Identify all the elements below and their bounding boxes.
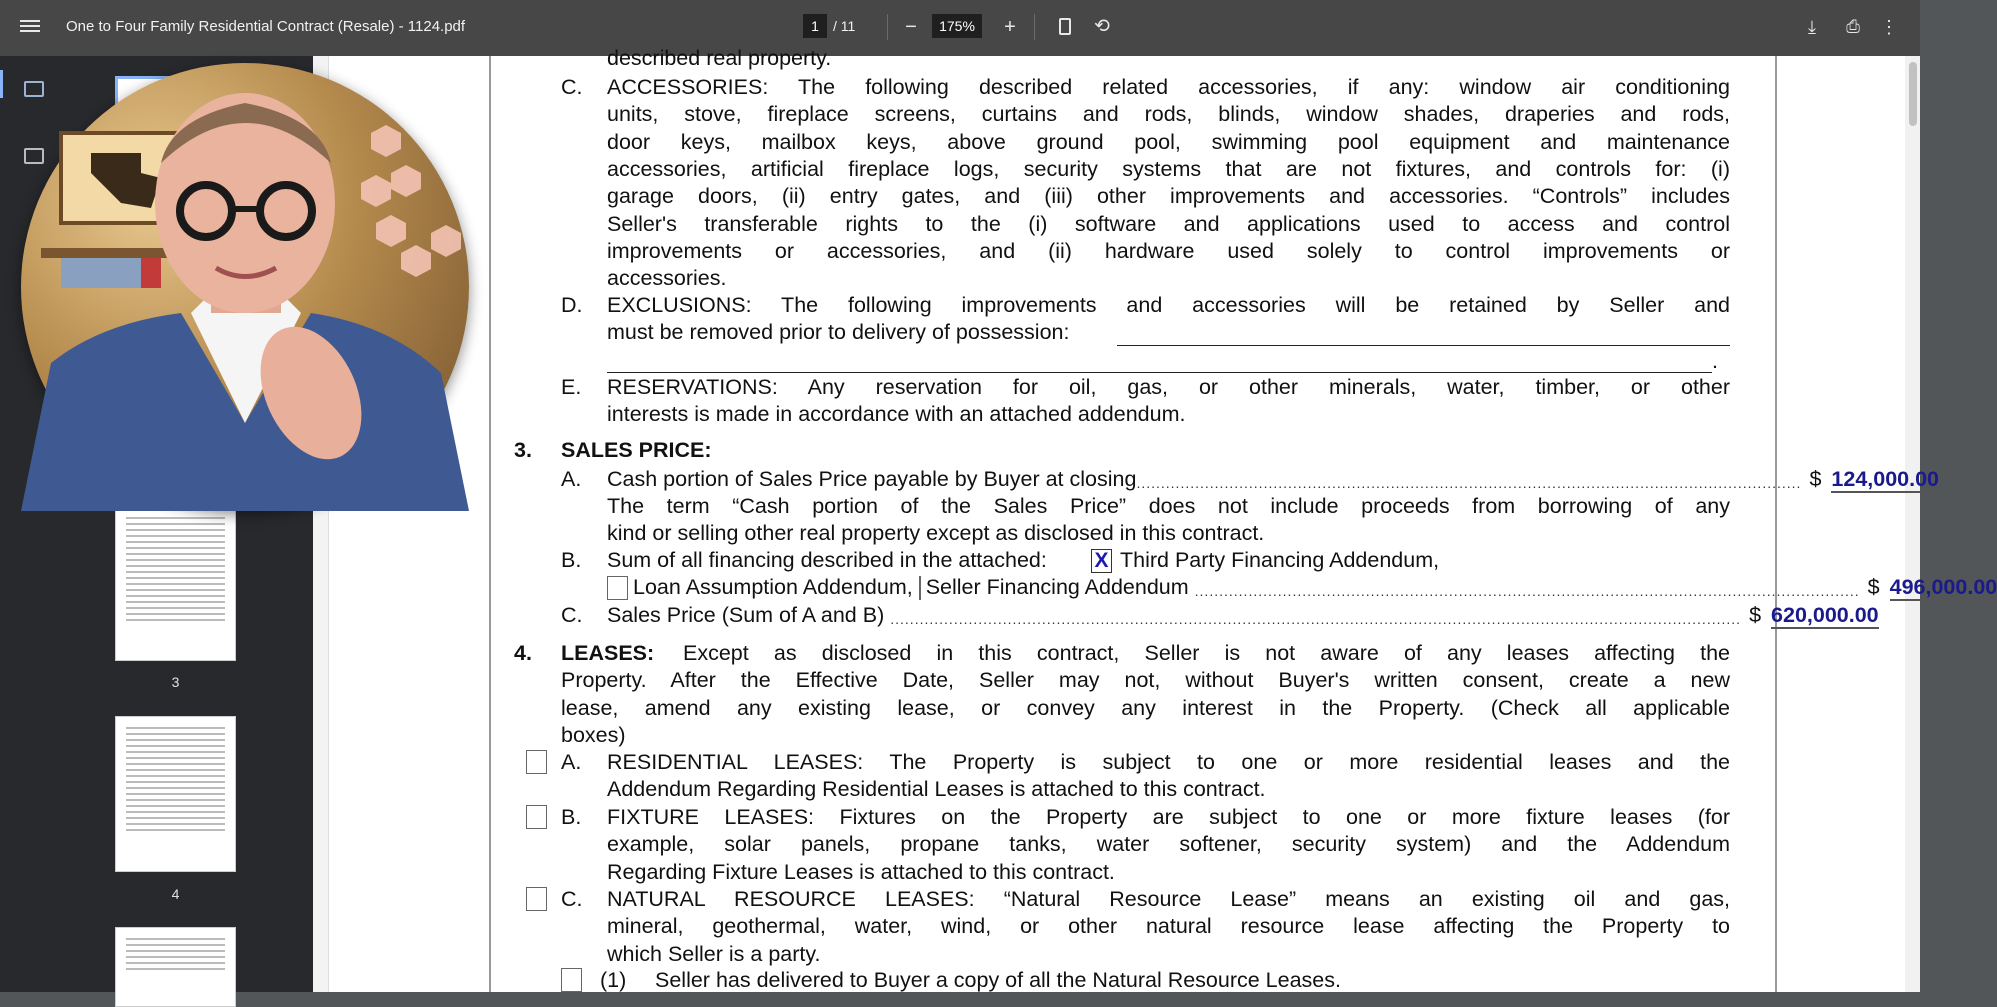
divider [887, 14, 888, 40]
dot-leader: ........................................................................................................................................ [1194, 583, 1860, 599]
item-letter: C. [561, 887, 583, 911]
scrollbar-thumb[interactable] [1909, 62, 1917, 126]
divider [1034, 14, 1035, 40]
section-heading: SALES PRICE: [561, 438, 712, 462]
item-letter: B. [561, 548, 582, 572]
text-line: Property. After the Effective Date, Seller may not, without Buyer's written consent, create a new [561, 668, 1730, 693]
item-letter: D. [561, 293, 583, 317]
sub-item-number: (1) [600, 968, 627, 992]
print-icon[interactable]: ⎙ [1846, 17, 1860, 36]
sales-price-row [607, 602, 1879, 629]
seller-financing-label: Seller Financing Addendum [925, 574, 1189, 599]
loan-assumption-checkbox[interactable] [607, 576, 628, 600]
form-border-right [1775, 56, 1777, 992]
third-party-financing-label: Third Party Financing Addendum, [1120, 548, 1440, 572]
loan-assumption-label: Loan Assumption Addendum, [633, 574, 913, 599]
text-line: interests is made in accordance with an attached addendum. [607, 402, 1186, 427]
item-letter: A. [561, 467, 582, 491]
natural-resource-leases-checkbox[interactable] [526, 887, 547, 911]
zoom-out-button[interactable]: − [905, 16, 917, 38]
currency-symbol: $ [1867, 574, 1880, 599]
item-letter: C. [561, 75, 583, 99]
sales-price-label: Sales Price (Sum of A and B) [607, 602, 885, 627]
text-line: Regarding Fixture Leases is attached to this contract. [607, 859, 1115, 884]
text-line: Seller's transferable rights to the (i) software and applications used to access and control [607, 211, 1730, 236]
sales-price-field[interactable]: 620,000.00 [1771, 603, 1879, 627]
dot-leader: .............................................................................................................................................................................. [890, 611, 1742, 627]
section-heading: LEASES: [561, 641, 655, 665]
text-line: door keys, mailbox keys, above ground pool, swimming pool equipment and maintenance [607, 129, 1730, 154]
zoom-level-input[interactable] [932, 14, 982, 38]
text-line: lease, amend any existing lease, or convey any interest in the Property. (Check all applicable [561, 695, 1730, 720]
financing-row [633, 574, 1997, 601]
fixture-leases-checkbox[interactable] [526, 805, 547, 829]
exclusions-blank[interactable] [1117, 345, 1730, 346]
cash-portion-label: Cash portion of Sales Price payable by Buyer at closing [607, 466, 1137, 491]
period: . [1712, 349, 1718, 373]
page-selector [803, 14, 855, 38]
item-letter: B. [561, 805, 582, 829]
section-number: 3. [514, 438, 532, 462]
residential-leases-checkbox[interactable] [526, 750, 547, 774]
text-line: The term “Cash portion of the Sales Price” does not include proceeds from borrowing of any [607, 494, 1730, 518]
scrollbar[interactable] [1905, 56, 1920, 992]
dot-leader: ........................................................................................................................................ [1136, 475, 1802, 491]
rotate-icon[interactable]: ⟲ [1094, 16, 1110, 37]
text-line: mineral, geothermal, water, wind, or other natural resource lease affecting the Property to [607, 914, 1730, 939]
hamburger-menu-icon[interactable] [20, 17, 40, 37]
nrl-delivered-checkbox[interactable] [561, 968, 582, 992]
currency-symbol: $ [1809, 466, 1822, 491]
item-letter: A. [561, 750, 582, 774]
sub-item-text: Seller has delivered to Buyer a copy of all the Natural Resource Leases. [655, 968, 1341, 992]
pdf-toolbar [0, 0, 1920, 56]
form-border-left [489, 56, 491, 992]
text-line: Addendum Regarding Residential Leases is attached to this contract. [607, 777, 1266, 802]
text-line: RESIDENTIAL LEASES: The Property is subject to one or more residential leases and the [607, 750, 1730, 774]
thumbnail-label: 4 [171, 886, 180, 902]
thumbnail-label: 3 [171, 674, 180, 690]
page-thumbnail-5[interactable] [115, 927, 236, 1007]
text-line: units, stove, fireplace screens, curtains and rods, blinds, window shades, draperies and rods, [607, 102, 1730, 127]
page-thumbnail-4[interactable] [115, 716, 236, 872]
text-line: kind or selling other real property except as disclosed in this contract. [607, 521, 1265, 546]
fit-to-page-icon[interactable] [1056, 14, 1074, 40]
text-line: garage doors, (ii) entry gates, and (iii) other improvements and accessories. “Controls” includes [607, 184, 1730, 209]
text-line: must be removed prior to delivery of possession: [607, 320, 1070, 345]
text-line: boxes) [561, 722, 626, 747]
presenter-webcam-overlay [21, 63, 469, 511]
text-line: described real property. [607, 46, 832, 70]
item-letter: E. [561, 375, 582, 399]
active-indicator [0, 70, 3, 98]
text-line: NATURAL RESOURCE LEASES: “Natural Resource Lease” means an existing oil and gas, [607, 887, 1730, 911]
cash-portion-field[interactable]: 124,000.00 [1831, 467, 1940, 491]
text-line: accessories, artificial fireplace logs, security systems that are not fixtures, and controls for: (i) [607, 156, 1730, 181]
text-line: RESERVATIONS: Any reservation for oil, gas, or other minerals, water, timber, or other [607, 375, 1730, 399]
page-thumbnail-3[interactable] [115, 506, 236, 661]
document-title: One to Four Family Residential Contract (Resale) - 1124.pdf [66, 18, 466, 35]
total-pages: / 11 [833, 18, 856, 34]
item-letter: C. [561, 603, 583, 627]
text-line: FIXTURE LEASES: Fixtures on the Property are subject to one or more fixture leases (for [607, 805, 1730, 829]
third-party-financing-checkbox[interactable]: X [1091, 549, 1112, 573]
download-icon[interactable]: ⤓ [1808, 17, 1816, 37]
more-vertical-icon[interactable]: ⋮ [1880, 17, 1898, 37]
zoom-in-button[interactable]: + [1004, 16, 1016, 38]
financing-total-field[interactable]: 496,000.00 [1889, 575, 1997, 599]
text-line: improvements or accessories, and (ii) hardware used solely to control improvements or [607, 238, 1730, 263]
financing-label: Sum of all financing described in the attached: [607, 548, 1047, 572]
text-line: which Seller is a party. [607, 941, 821, 966]
text-line: accessories. [607, 266, 727, 291]
presenter-video-frame [21, 63, 469, 511]
text-line: EXCLUSIONS: The following improvements and accessories will be retained by Seller and [607, 293, 1730, 317]
text-line: example, solar panels, propane tanks, water softener, security system) and the Addendum [607, 832, 1730, 857]
text-line: Except as disclosed in this contract, Seller is not aware of any leases affecting the [683, 641, 1730, 665]
seller-financing-checkbox[interactable] [919, 576, 921, 600]
text-line: ACCESSORIES: The following described related accessories, if any: window air conditioning [607, 75, 1730, 99]
exclusions-blank-2[interactable] [607, 372, 1712, 373]
currency-symbol: $ [1749, 602, 1762, 627]
current-page-input[interactable] [803, 14, 827, 38]
section-number: 4. [514, 641, 532, 665]
cash-portion-row [607, 466, 1940, 493]
